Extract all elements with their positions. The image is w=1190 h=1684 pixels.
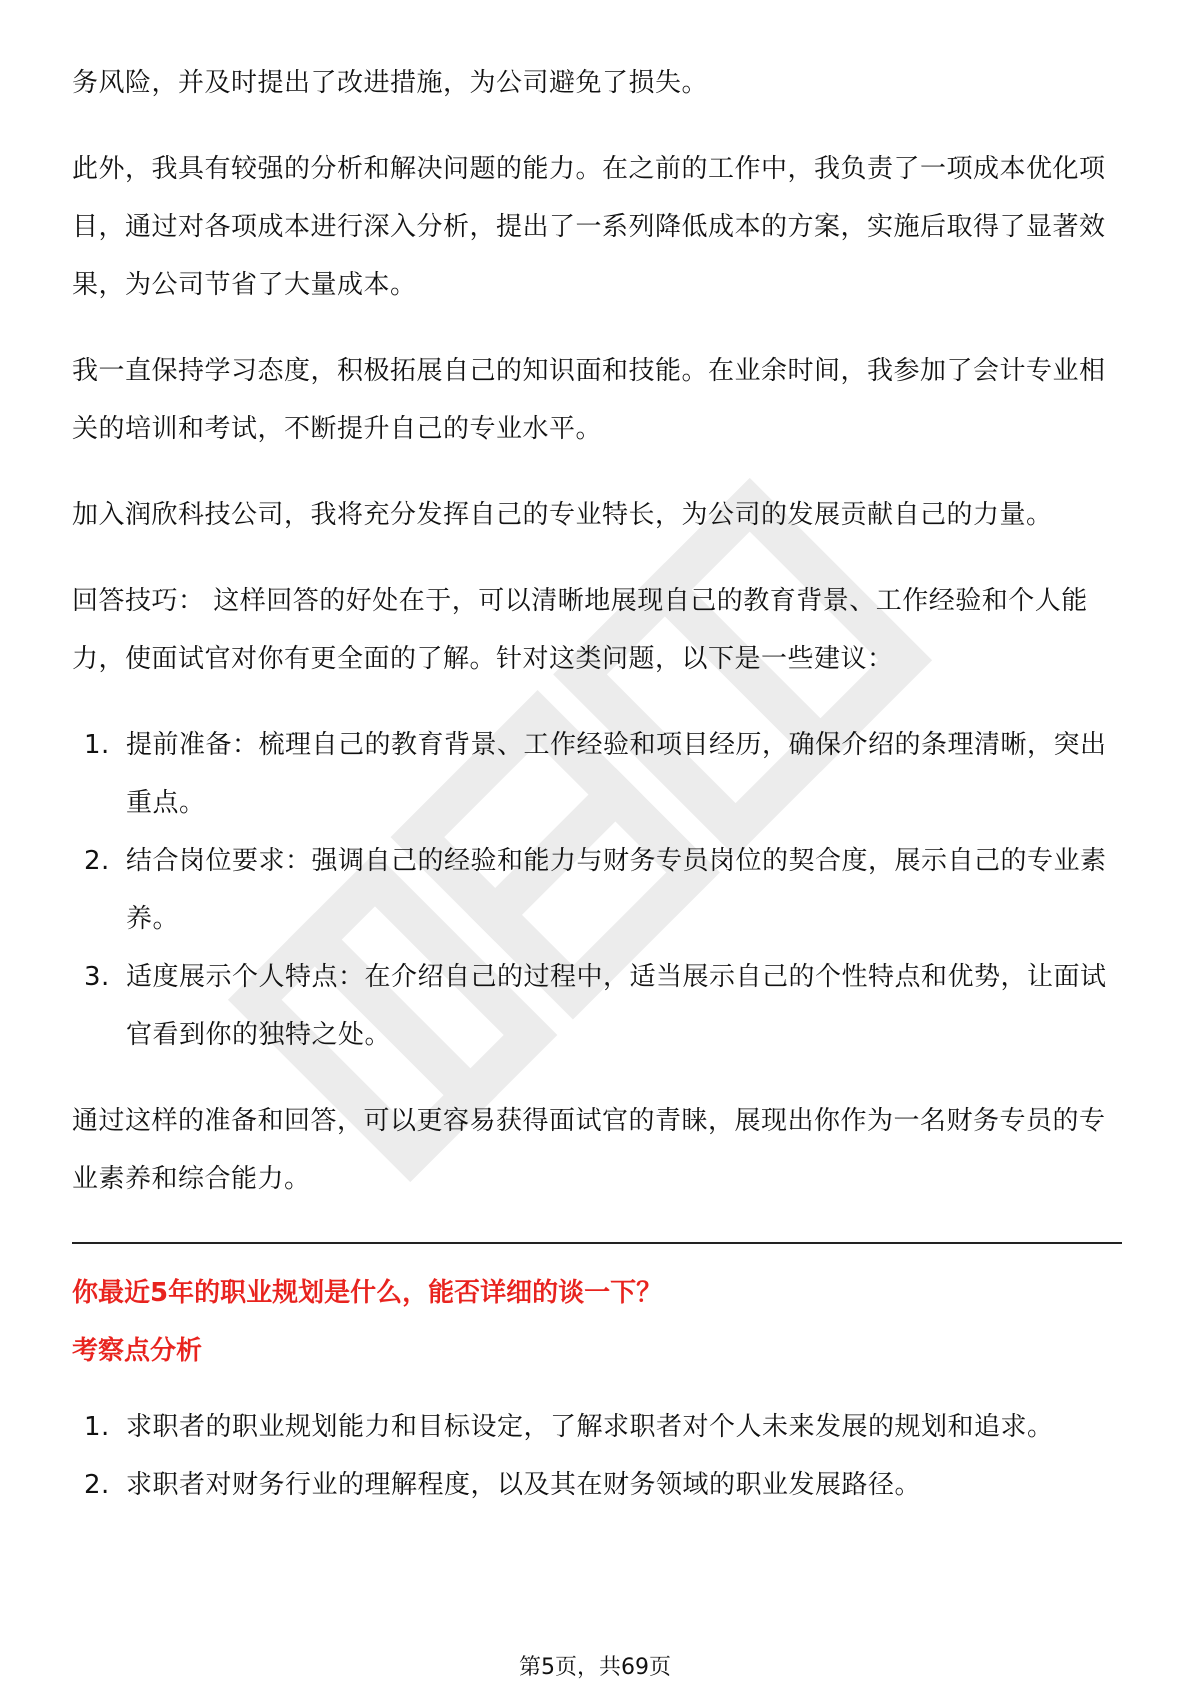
page-footer: 第5页，共69页 xyxy=(519,1655,671,1680)
main-content xyxy=(72,54,1122,1514)
list-item: 2. 求职者对财务行业的理解程度，以及其在财务领域的职业发展路径。 xyxy=(84,1470,922,1500)
answer-tips-intro: 回答技巧： 这样回答的好处在于，可以清晰地展现自己的教育背景、工作经验和个人能力，使面试官对你有更全面的了解。针对这类问题，以下是一些建议： xyxy=(72,586,1088,674)
list-item: 3. 适度展示个人特点：在介绍自己的过程中，适当展示自己的个性特点和优势，让面试官看到你的独特之处。 xyxy=(84,962,1107,1050)
list-item: 2. 结合岗位要求：强调自己的经验和能力与财务专员岗位的契合度，展示自己的专业素养。 xyxy=(84,846,1107,934)
section-divider xyxy=(72,1242,1122,1244)
closing-paragraph: 通过这样的准备和回答，可以更容易获得面试官的青睐，展现出你作为一名财务专员的专业素养和综合能力。 xyxy=(72,1106,1106,1194)
tips-list xyxy=(72,716,1122,1064)
paragraph: 此外，我具有较强的分析和解决问题的能力。在之前的工作中，我负责了一项成本优化项目，通过对各项成本进行深入分析，提出了一系列降低成本的方案，实施后取得了显著效果，为公司节省了大量成本。 xyxy=(72,154,1106,300)
paragraph: 加入润欣科技公司，我将充分发挥自己的专业特长，为公司的发展贡献自己的力量。 xyxy=(72,500,1053,530)
analysis-heading: 考察点分析 xyxy=(72,1336,203,1366)
analysis-list xyxy=(72,1398,1122,1514)
paragraph: 务风险，并及时提出了改进措施，为公司避免了损失。 xyxy=(72,68,709,98)
question-heading: 你最近5年的职业规划是什么，能否详细的谈一下？ xyxy=(72,1278,663,1308)
paragraph: 我一直保持学习态度，积极拓展自己的知识面和技能。在业余时间，我参加了会计专业相关的培训和考试，不断提升自己的专业水平。 xyxy=(72,356,1106,444)
list-item: 1. 提前准备：梳理自己的教育背景、工作经验和项目经历，确保介绍的条理清晰，突出重点。 xyxy=(84,730,1107,818)
list-item: 1. 求职者的职业规划能力和目标设定，了解求职者对个人未来发展的规划和追求。 xyxy=(84,1412,1054,1442)
